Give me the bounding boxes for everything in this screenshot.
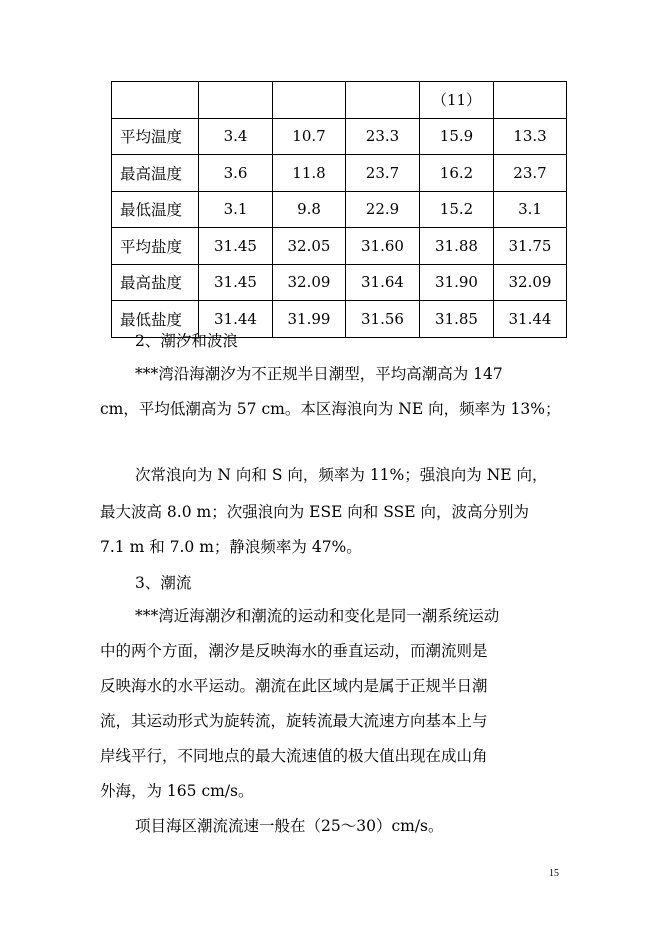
table-cell: 15.9 [420,118,494,155]
table-header-cell: （11） [420,82,494,119]
row-label: 最高盐度 [112,264,199,301]
paragraph-line: ***湾沿海潮汐为不正规半日潮型，平均高潮高为 147 [135,365,503,383]
table-cell: 31.85 [420,301,494,338]
table-cell: 31.45 [199,264,273,301]
table-header-cell [199,82,273,119]
table-row [112,155,567,192]
table-row [112,118,567,155]
table-cell: 31.44 [199,301,273,338]
table-row [112,264,567,301]
table-cell: 16.2 [420,155,494,192]
table-cell: 3.1 [199,191,273,228]
row-label: 最低盐度 [112,301,199,338]
table-cell: 22.9 [346,191,420,228]
table-cell: 31.88 [420,228,494,265]
table-cell: 32.05 [273,228,346,265]
paragraph-line: 流，其运动形式为旋转流，旋转流最大流速方向基本上与 [100,712,488,730]
section-heading-currents: 3、潮流 [135,574,192,592]
table-cell: 31.45 [199,228,273,265]
table-cell: 13.3 [494,118,567,155]
table-cell: 31.64 [346,264,420,301]
table-cell: 31.56 [346,301,420,338]
table-cell: 23.7 [346,155,420,192]
hydrology-table [111,81,567,338]
paragraph-line: cm，平均低潮高为 57 cm。本区海浪向为 NE 向，频率为 13%； [100,400,561,418]
row-label: 最低温度 [112,191,199,228]
table-cell: 31.99 [273,301,346,338]
paragraph-line: 岸线平行，不同地点的最大流速值的极大值出现在成山角 [100,747,488,765]
table-header-cell [494,82,567,119]
paragraph-line: 项目海区潮流流速一般在（25～30）cm/s。 [135,817,444,835]
table-cell: 3.4 [199,118,273,155]
paragraph-line: 中的两个方面，潮汐是反映海水的垂直运动，而潮流则是 [100,642,488,660]
table-cell: 31.90 [420,264,494,301]
table-cell: 3.6 [199,155,273,192]
table-cell: 32.09 [273,264,346,301]
table-row [112,191,567,228]
paragraph-line: 次常浪向为 N 向和 S 向，频率为 11%；强浪向为 NE 向， [135,466,548,484]
table-cell: 3.1 [494,191,567,228]
table-cell: 31.60 [346,228,420,265]
row-label: 平均盐度 [112,228,199,265]
table-header-cell [346,82,420,119]
table-header-cell [273,82,346,119]
table-cell: 23.7 [494,155,567,192]
page-number: 15 [549,868,559,879]
section-heading-tides-waves: 2、潮汐和波浪 [135,332,238,350]
paragraph-line: 外海，为 165 cm/s。 [100,782,254,800]
table-cell: 11.8 [273,155,346,192]
table-cell: 31.75 [494,228,567,265]
row-label: 平均温度 [112,118,199,155]
table-cell: 32.09 [494,264,567,301]
table-header-cell [112,82,199,119]
table-cell: 15.2 [420,191,494,228]
paragraph-line: 反映海水的水平运动。潮流在此区域内是属于正规半日潮 [100,677,488,695]
table-cell: 31.44 [494,301,567,338]
paragraph-line: 最大波高 8.0 m；次强浪向为 ESE 向和 SSE 向，波高分别为 [100,503,529,521]
row-label: 最高温度 [112,155,199,192]
table-row [112,228,567,265]
paragraph-line: ***湾近海潮汐和潮流的运动和变化是同一潮系统运动 [135,607,500,625]
table-cell: 23.3 [346,118,420,155]
table-cell: 10.7 [273,118,346,155]
table-header-row [112,82,567,119]
table-cell: 9.8 [273,191,346,228]
paragraph-line: 7.1 m 和 7.0 m；静浪频率为 47%。 [100,538,362,556]
